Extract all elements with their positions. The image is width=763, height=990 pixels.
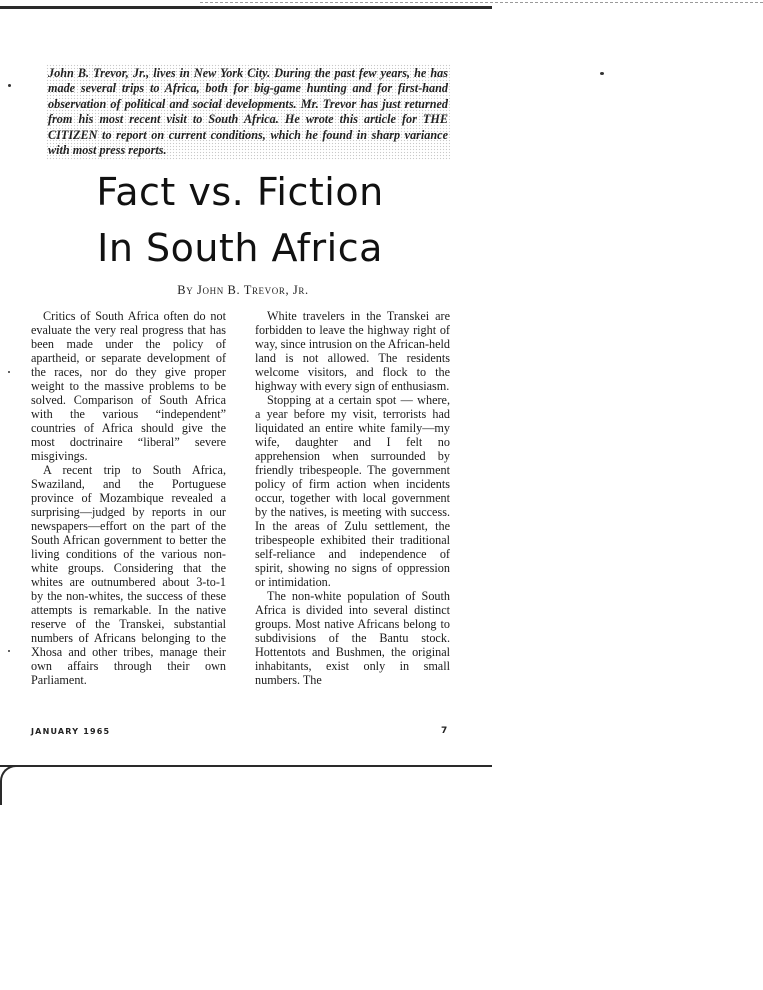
scan-speck (8, 371, 10, 373)
page-number: 7 (441, 726, 448, 736)
headline-line-1: Fact vs. Fiction (96, 170, 384, 214)
paragraph: Critics of South Africa often do not evaluate the very real progress that has been made under the policy of apartheid, or separate development of the races, nor do they give proper weight to the massive problems to be solved. Comparison of South Africa with the various “independent” countries of Africa should give the most doctrinaire “liberal” severe misgivings. (31, 309, 226, 463)
author-intro: John B. Trevor, Jr., lives in New York City. During the past few years, he has made several trips to Africa, both for big-game hunting and for first-hand observation of political and social developments. Mr. Trevor has just returned from his most recent visit to South Africa. He wrote this article for THE CITIZEN to report on current conditions, which he found in sharp variance with most press reports. (46, 64, 450, 160)
scan-speck (8, 84, 11, 87)
paragraph: A recent trip to South Africa, Swaziland, and the Portuguese province of Mozambique revealed a surprising—judged by reports in our newspapers—effort on the part of the South African government to better the living conditions of the various non-white groups. Considering that the whites are outnumbered about 3-to-1 by the non-whites, the success of these attempts is remarkable. In the native reserve of the Transkei, substantial numbers of Africans belonging to the Xhosa and other tribes, manage their own affairs through their own Parliament. (31, 463, 226, 687)
paragraph: The non-white population of South Africa is divided into several distinct groups. Most native Africans belong to subdivisions of the Bantu stock. Hottentots and Bushmen, the original inhabitants, exist only in small numbers. The (255, 589, 450, 687)
top-solid-rule (0, 6, 492, 9)
paragraph: White travelers in the Transkei are forbidden to leave the highway right of way, since intrusion on the African-held land is not allowed. The residents welcome visitors, and flock to the highway with every sign of enthusiasm. (255, 309, 450, 393)
headline-line-2: In South Africa (97, 226, 383, 270)
scan-speck (8, 650, 10, 652)
scan-speck (600, 72, 604, 75)
left-column (31, 309, 226, 687)
bottom-rule (0, 765, 492, 767)
issue-date: JANUARY 1965 (31, 727, 111, 736)
paragraph: Stopping at a certain spot — where, a year before my visit, terrorists had liquidated an entire white family—my wife, daughter and I felt no apprehension when surrounded by friendly tribespeople. The government policy of firm action when incidents occur, together with local government by the natives, is meeting with success. In the areas of Zulu settlement, the tribespeople exhibited their traditional self-reliance and independence of spirit, showing no signs of oppression or intimidation. (255, 393, 450, 589)
bottom-corner-curve (0, 765, 18, 805)
top-dashed-rule (200, 2, 763, 3)
right-column (255, 309, 450, 687)
byline: By John B. Trevor, Jr. (177, 283, 309, 297)
